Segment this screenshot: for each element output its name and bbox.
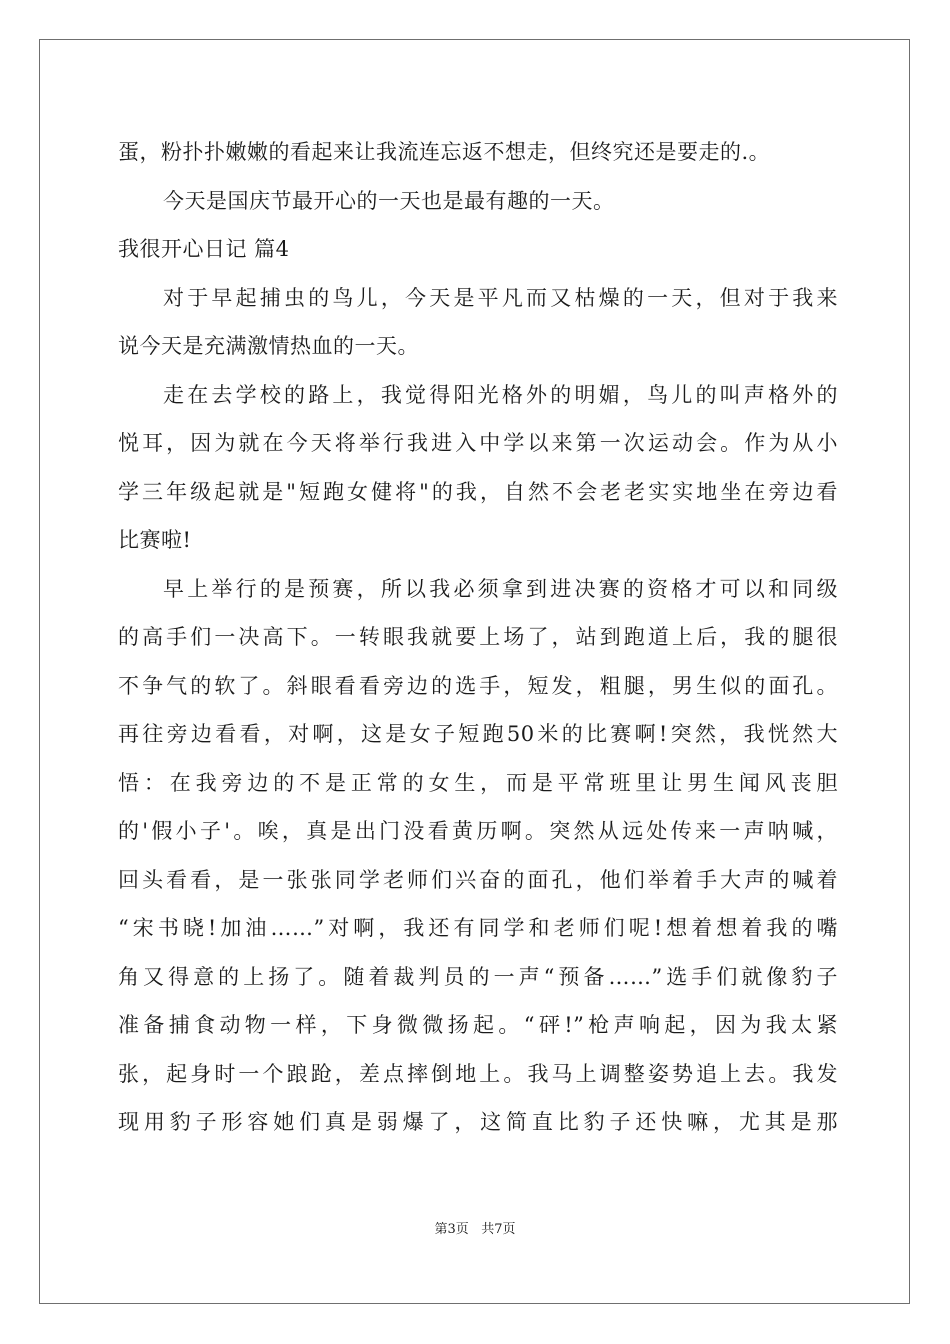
text-line: 比赛啦! [118,528,192,552]
section-heading: 我很开心日记 篇4 [118,237,290,261]
text-line: 悟：在我旁边的不是正常的女生，而是平常班里让男生闻风丧胆 [118,770,838,795]
text-line: 今天是国庆节最开心的一天也是最有趣的一天。 [163,188,615,213]
text-line: 再往旁边看看，对啊，这是女子短跑50米的比赛啊!突然，我恍然大 [118,722,838,746]
page-footer [0,1218,950,1237]
text-line: 对于早起捕虫的鸟儿，今天是平凡而又枯燥的一天，但对于我来 [163,285,838,310]
page-total: 共7页 [481,1222,516,1237]
text-line: 角又得意的上扬了。随着裁判员的一声“预备……”选手们就像豹子 [118,964,838,989]
text-line: 的'假小子'。唉，真是出门没看黄历啊。突然从远处传来一声呐喊， [118,819,838,843]
text-line: 准备捕食动物一样，下身微微扬起。“砰!”枪声响起，因为我太紧 [118,1013,838,1037]
text-line: 张，起身时一个踉跄，差点摔倒地上。我马上调整姿势追上去。我发 [118,1061,838,1086]
text-line: “宋书晓!加油……”对啊，我还有同学和老师们呢!想着想着我的嘴 [118,916,838,940]
text-line: 现用豹子形容她们真是弱爆了，这简直比豹子还快嘛，尤其是那 [118,1110,838,1134]
text-line: 回头看看，是一张张同学老师们兴奋的面孔，他们举着手大声的喊着 [118,867,838,892]
text-line: 的高手们一决高下。一转眼我就要上场了，站到跑道上后，我的腿很 [118,625,838,649]
text-line: 说今天是充满激情热血的一天。 [118,334,419,358]
page-number: 第3页 [434,1222,469,1237]
text-line: 走在去学校的路上，我觉得阳光格外的明媚，鸟儿的叫声格外的 [163,382,838,407]
text-line: 悦耳，因为就在今天将举行我进入中学以来第一次运动会。作为从小 [118,431,838,455]
text-line: 蛋，粉扑扑嫩嫩的看起来让我流连忘返不想走，但终究还是要走的.。 [118,140,771,164]
text-line: 学三年级起就是"短跑女健将"的我，自然不会老老实实地坐在旁边看 [118,479,838,504]
text-line: 早上举行的是预赛，所以我必须拿到进决赛的资格才可以和同级 [163,576,838,601]
text-line: 不争气的软了。斜眼看看旁边的选手，短发，粗腿，男生似的面孔。 [118,673,838,698]
document-body [118,128,838,1147]
